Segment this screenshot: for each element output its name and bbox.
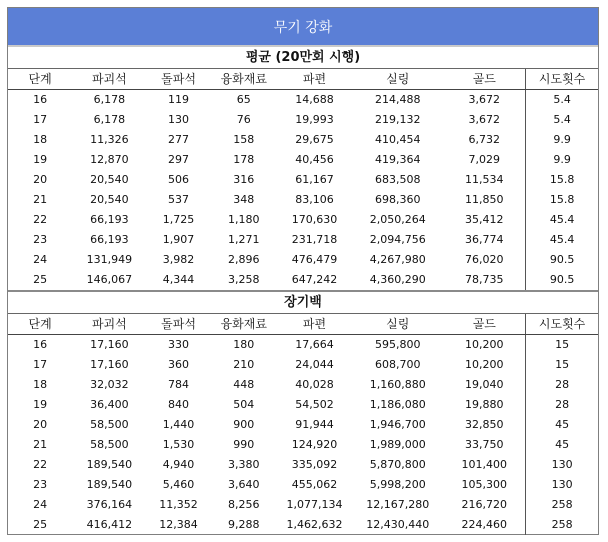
table-cell: 10,200: [465, 338, 504, 351]
table-cell: 506: [168, 173, 190, 186]
table-row: [8, 230, 598, 250]
table-cell: 1,180: [228, 213, 260, 226]
table-cell: 2,896: [228, 253, 260, 266]
table-cell: 90.5: [526, 270, 598, 291]
table-cell: 76,020: [465, 253, 504, 266]
enhancement-table: [8, 47, 598, 535]
page-title: 무기 강화: [8, 8, 598, 47]
table-cell: 1,440: [162, 418, 195, 431]
table-row: [8, 435, 598, 455]
table-row: [8, 210, 598, 230]
table-cell: 19,880: [465, 398, 504, 411]
table-cell: 22: [33, 213, 48, 226]
table-cell: 7,029: [468, 153, 501, 166]
table-cell: 189,540: [86, 458, 133, 471]
column-header: 돌파석: [146, 69, 210, 90]
table-cell: 16: [33, 93, 48, 106]
table-cell: 231,718: [291, 233, 338, 246]
table-cell: 83,106: [295, 193, 334, 206]
table-cell: 11,850: [465, 193, 504, 206]
table-cell: 14,688: [295, 93, 334, 106]
table-row: [8, 495, 598, 515]
table-cell: 3,380: [228, 458, 260, 471]
column-header: 돌파석: [146, 314, 210, 335]
table-cell: 17,160: [90, 338, 129, 351]
table-cell: 11,326: [90, 133, 129, 146]
table-cell: 35,412: [465, 213, 504, 226]
enhancement-table-card: [7, 7, 599, 535]
table-cell: 330: [168, 338, 190, 351]
table-cell: 78,735: [465, 273, 504, 286]
column-header: 파괴석: [72, 69, 146, 90]
table-row: [8, 375, 598, 395]
column-header: 골드: [443, 314, 525, 335]
table-cell: 58,500: [90, 418, 129, 431]
table-cell: 6,178: [93, 113, 126, 126]
table-cell: 990: [233, 438, 255, 451]
table-cell: 20,540: [90, 173, 129, 186]
column-header: 파괴석: [72, 314, 146, 335]
table-row: [8, 355, 598, 375]
table-row: [8, 415, 598, 435]
table-cell: 23: [33, 233, 48, 246]
table-cell: 15.8: [526, 190, 598, 210]
table-cell: 16: [33, 338, 48, 351]
table-cell: 3,982: [162, 253, 195, 266]
table-cell: 210: [233, 358, 255, 371]
table-cell: 21: [33, 193, 48, 206]
table-cell: 158: [233, 133, 255, 146]
table-cell: 40,456: [295, 153, 334, 166]
column-header: 파편: [277, 69, 352, 90]
table-cell: 455,062: [291, 478, 338, 491]
table-cell: 448: [233, 378, 255, 391]
table-cell: 131,949: [86, 253, 133, 266]
table-row: [8, 395, 598, 415]
table-cell: 10,200: [465, 358, 504, 371]
table-cell: 45.4: [526, 230, 598, 250]
table-cell: 24: [33, 498, 48, 511]
table-cell: 20: [33, 173, 48, 186]
table-cell: 17: [33, 358, 48, 371]
table-cell: 224,460: [461, 518, 508, 531]
table-cell: 3,640: [228, 478, 260, 491]
table-cell: 12,167,280: [366, 498, 430, 511]
table-cell: 61,167: [295, 173, 334, 186]
table-cell: 8,256: [228, 498, 260, 511]
table-cell: 1,907: [162, 233, 195, 246]
column-header: 파편: [277, 314, 352, 335]
table-cell: 419,364: [375, 153, 421, 166]
table-row: [8, 90, 598, 111]
table-cell: 476,479: [291, 253, 338, 266]
table-cell: 20: [33, 418, 48, 431]
table-cell: 9.9: [526, 130, 598, 150]
table-cell: 28: [526, 395, 598, 415]
table-cell: 15: [526, 335, 598, 356]
table-cell: 3,672: [468, 93, 501, 106]
table-cell: 40,028: [295, 378, 334, 391]
table-cell: 105,300: [461, 478, 508, 491]
table-cell: 25: [33, 273, 48, 286]
table-cell: 1,530: [162, 438, 195, 451]
table-cell: 22: [33, 458, 48, 471]
table-cell: 277: [168, 133, 190, 146]
table-cell: 5.4: [526, 90, 598, 111]
table-cell: 19: [33, 398, 48, 411]
table-row: [8, 190, 598, 210]
table-cell: 58,500: [90, 438, 129, 451]
column-header: 융화재료: [211, 69, 277, 90]
table-cell: 20,540: [90, 193, 129, 206]
table-cell: 11,352: [159, 498, 198, 511]
section-title-row: [8, 47, 598, 69]
table-cell: 19,993: [295, 113, 334, 126]
table-cell: 6,732: [468, 133, 501, 146]
table-cell: 4,267,980: [369, 253, 426, 266]
table-cell: 19,040: [465, 378, 504, 391]
table-row: [8, 455, 598, 475]
table-cell: 45.4: [526, 210, 598, 230]
table-cell: 410,454: [375, 133, 421, 146]
table-cell: 12,430,440: [366, 518, 430, 531]
table-cell: 130: [526, 455, 598, 475]
table-row: [8, 110, 598, 130]
table-cell: 124,920: [291, 438, 338, 451]
table-cell: 24: [33, 253, 48, 266]
table-cell: 5,870,800: [369, 458, 426, 471]
table-row: [8, 250, 598, 270]
table-cell: 32,850: [465, 418, 504, 431]
table-cell: 18: [33, 133, 48, 146]
table-cell: 178: [233, 153, 255, 166]
table-cell: 189,540: [86, 478, 133, 491]
table-cell: 21: [33, 438, 48, 451]
table-cell: 900: [233, 418, 255, 431]
table-cell: 19: [33, 153, 48, 166]
table-cell: 36,400: [90, 398, 129, 411]
table-cell: 15.8: [526, 170, 598, 190]
column-header: 골드: [443, 69, 525, 90]
table-cell: 101,400: [461, 458, 508, 471]
table-cell: 11,534: [465, 173, 504, 186]
table-cell: 54,502: [295, 398, 334, 411]
table-cell: 2,094,756: [369, 233, 426, 246]
table-cell: 840: [168, 398, 190, 411]
table-cell: 214,488: [375, 93, 421, 106]
table-cell: 25: [33, 518, 48, 531]
table-cell: 45: [526, 435, 598, 455]
table-cell: 65: [236, 93, 251, 106]
table-cell: 360: [168, 358, 190, 371]
section-title: 장기백: [8, 291, 598, 314]
table-cell: 1,186,080: [369, 398, 426, 411]
table-cell: 1,077,134: [286, 498, 343, 511]
table-cell: 647,242: [291, 273, 338, 286]
table-cell: 45: [526, 415, 598, 435]
table-cell: 36,774: [465, 233, 504, 246]
table-cell: 91,944: [295, 418, 334, 431]
column-header: 실링: [352, 314, 443, 335]
table-row: [8, 475, 598, 495]
table-cell: 32,032: [90, 378, 129, 391]
table-row: [8, 335, 598, 356]
column-header: 단계: [8, 69, 72, 90]
table-cell: 4,360,290: [369, 273, 426, 286]
table-cell: 66,193: [90, 233, 129, 246]
table-cell: 5.4: [526, 110, 598, 130]
table-cell: 17,664: [295, 338, 334, 351]
column-header: 시도횟수: [526, 314, 598, 335]
table-cell: 9.9: [526, 150, 598, 170]
table-cell: 3,258: [228, 273, 260, 286]
table-cell: 12,384: [159, 518, 198, 531]
table-cell: 4,940: [162, 458, 195, 471]
table-cell: 1,725: [162, 213, 195, 226]
table-cell: 258: [526, 515, 598, 535]
table-cell: 595,800: [375, 338, 421, 351]
table-cell: 17,160: [90, 358, 129, 371]
table-cell: 130: [526, 475, 598, 495]
table-cell: 18: [33, 378, 48, 391]
table-cell: 297: [168, 153, 190, 166]
table-cell: 33,750: [465, 438, 504, 451]
section-title-row: [8, 291, 598, 314]
table-cell: 1,989,000: [369, 438, 426, 451]
table-cell: 698,360: [375, 193, 421, 206]
table-cell: 24,044: [295, 358, 334, 371]
table-cell: 3,672: [468, 113, 501, 126]
table-row: [8, 130, 598, 150]
table-cell: 180: [233, 338, 255, 351]
column-header: 시도횟수: [526, 69, 598, 90]
table-cell: 416,412: [86, 518, 133, 531]
table-cell: 1,946,700: [369, 418, 426, 431]
table-cell: 146,067: [86, 273, 133, 286]
table-cell: 335,092: [291, 458, 338, 471]
section-title: 평균 (20만회 시행): [8, 47, 598, 69]
table-cell: 219,132: [375, 113, 421, 126]
table-cell: 1,462,632: [286, 518, 343, 531]
table-row: [8, 515, 598, 535]
column-header-row: [8, 314, 598, 335]
table-cell: 23: [33, 478, 48, 491]
table-row: [8, 170, 598, 190]
table-cell: 683,508: [375, 173, 421, 186]
table-row: [8, 270, 598, 291]
table-cell: 15: [526, 355, 598, 375]
table-cell: 784: [168, 378, 190, 391]
table-cell: 258: [526, 495, 598, 515]
table-cell: 17: [33, 113, 48, 126]
table-cell: 12,870: [90, 153, 129, 166]
table-cell: 5,998,200: [369, 478, 426, 491]
table-cell: 5,460: [162, 478, 195, 491]
table-cell: 130: [168, 113, 190, 126]
table-cell: 6,178: [93, 93, 126, 106]
table-cell: 76: [236, 113, 251, 126]
column-header: 융화재료: [211, 314, 277, 335]
table-cell: 1,271: [228, 233, 260, 246]
table-row: [8, 150, 598, 170]
table-cell: 66,193: [90, 213, 129, 226]
table-cell: 316: [233, 173, 255, 186]
table-cell: 1,160,880: [369, 378, 426, 391]
column-header: 실링: [352, 69, 443, 90]
table-cell: 537: [168, 193, 190, 206]
table-cell: 29,675: [295, 133, 334, 146]
table-cell: 28: [526, 375, 598, 395]
table-cell: 348: [233, 193, 255, 206]
table-cell: 2,050,264: [369, 213, 426, 226]
table-cell: 608,700: [375, 358, 421, 371]
table-cell: 90.5: [526, 250, 598, 270]
table-cell: 9,288: [228, 518, 260, 531]
table-cell: 119: [168, 93, 190, 106]
column-header-row: [8, 69, 598, 90]
table-cell: 216,720: [461, 498, 508, 511]
table-cell: 4,344: [162, 273, 195, 286]
table-cell: 504: [233, 398, 255, 411]
column-header: 단계: [8, 314, 72, 335]
table-cell: 376,164: [86, 498, 133, 511]
table-cell: 170,630: [291, 213, 338, 226]
